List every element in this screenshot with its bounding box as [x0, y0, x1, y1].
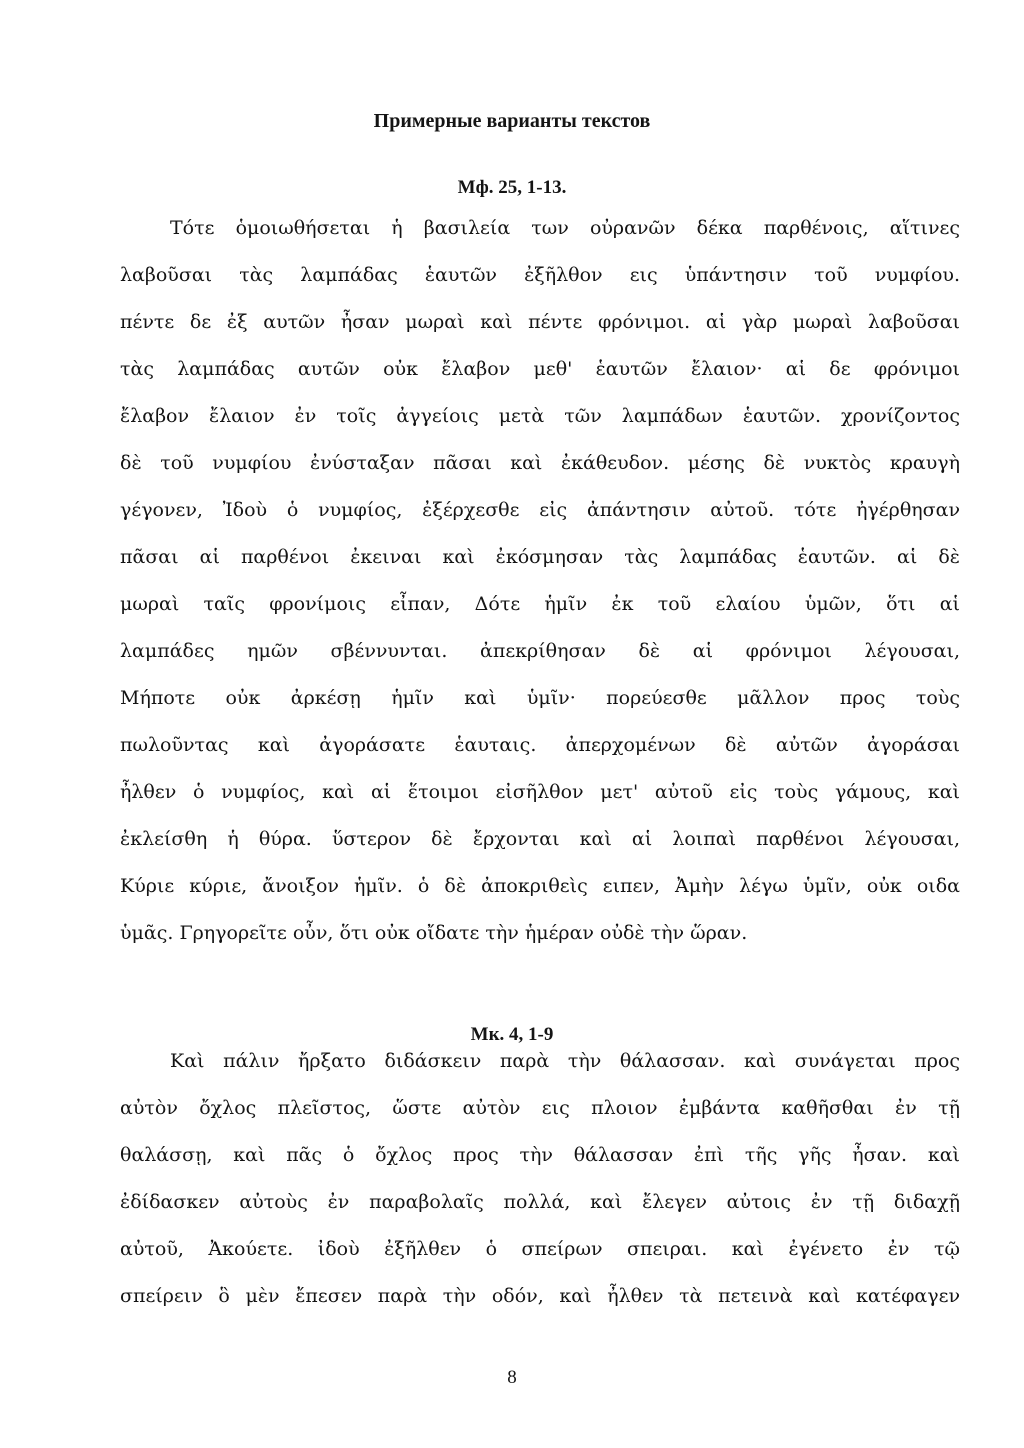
text-line: πέντε δε ἐξ αυτῶν ἦσαν μωραὶ καὶ πέντε φρόνιμοι. αἱ γὰρ μωραὶ λαβοῦσαι	[120, 311, 960, 333]
text-line: πωλοῦντας καὶ ἀγοράσατε ἑαυταις. ἀπερχομένων δὲ αὐτῶν ἀγοράσαι	[120, 734, 960, 756]
text-line: Μήποτε οὐκ ἀρκέσῃ ἡμῖν καὶ ὑμῖν· πορεύεσθε μᾶλλον προς τοὺς	[120, 687, 960, 709]
text-line: αὐτὸν ὄχλος πλεῖστος, ὥστε αὐτὸν εις πλοιον ἐμβάντα καθῆσθαι ἐν τῇ	[120, 1097, 960, 1119]
text-line: ἦλθεν ὁ νυμφίος, καὶ αἱ ἕτοιμοι εἰσῆλθον μετ' αὐτοῦ εἰς τοὺς γάμους, καὶ	[120, 781, 960, 803]
text-line: ὑμᾶς. Γρηγορεῖτε οὖν, ὅτι οὐκ οἴδατε τὴν ἡμέραν οὐδὲ τὴν ὥραν.	[120, 922, 748, 944]
page-number: 8	[507, 1367, 517, 1388]
text-line: δὲ τοῦ νυμφίου ἐνύσταξαν πᾶσαι καὶ ἐκάθευδον. μέσης δὲ νυκτὸς κραυγὴ	[120, 452, 960, 474]
passage-mark	[120, 1038, 960, 1320]
passage-matthew	[120, 205, 960, 957]
text-line: θαλάσσῃ, καὶ πᾶς ὁ ὄχλος προς τὴν θάλασσαν ἐπὶ τῆς γῆς ἦσαν. καὶ	[120, 1144, 960, 1166]
text-line: ἐκλείσθη ἡ θύρα. ὕστερον δὲ ἔρχονται καὶ αἱ λοιπαὶ παρθένοι λέγουσαι,	[120, 828, 960, 850]
text-line: ἔλαβον ἔλαιον ἐν τοῖς ἀγγείοις μετὰ τῶν λαμπάδων ἑαυτῶν. χρονίζοντος	[120, 405, 960, 427]
text-line: Κύριε κύριε, ἄνοιξον ἡμῖν. ὁ δὲ ἀποκριθεὶς ειπεν, Ἀμὴν λέγω ὑμῖν, οὐκ οιδα	[120, 875, 960, 897]
section-reference-mark: Мк. 4, 1-9	[470, 1024, 554, 1045]
text-line: πᾶσαι αἱ παρθένοι ἐκειναι καὶ ἐκόσμησαν τὰς λαμπάδας ἑαυτῶν. αἱ δὲ	[120, 546, 960, 568]
text-line: λαβοῦσαι τὰς λαμπάδας ἑαυτῶν ἐξῆλθον εις ὑπάντησιν τοῦ νυμφίου.	[120, 264, 960, 286]
text-line: ἐδίδασκεν αὐτοὺς ἐν παραβολαῖς πολλά, καὶ ἔλεγεν αὐτοις ἐν τῇ διδαχῇ	[120, 1191, 960, 1213]
page-title: Примерные варианты текстов	[373, 110, 651, 132]
text-line: λαμπάδες ημῶν σβέννυνται. ἀπεκρίθησαν δὲ αἱ φρόνιμοι λέγουσαι,	[120, 640, 960, 662]
text-line: αὐτοῦ, Ἀκούετε. ἰδοὺ ἐξῆλθεν ὁ σπείρων σπειραι. καὶ ἐγένετο ἐν τῷ	[120, 1238, 960, 1260]
text-line: γέγονεν, Ἰδοὺ ὁ νυμφίος, ἐξέρχεσθε εἰς ἀπάντησιν αὐτοῦ. τότε ἠγέρθησαν	[120, 499, 960, 521]
text-line: Καὶ πάλιν ἤρξατο διδάσκειν παρὰ τὴν θάλασσαν. καὶ συνάγεται προς	[170, 1050, 960, 1072]
text-line: τὰς λαμπάδας αυτῶν οὐκ ἔλαβον μεθ' ἑαυτῶν ἔλαιον· αἱ δε φρόνιμοι	[120, 358, 960, 380]
text-line: μωραὶ ταῖς φρονίμοις εἶπαν, Δότε ἡμῖν ἐκ τοῦ ελαίου ὑμῶν, ὅτι αἱ	[120, 593, 960, 615]
text-line: σπείρειν ὃ μὲν ἔπεσεν παρὰ τὴν οδόν, καὶ ἦλθεν τὰ πετεινὰ καὶ κατέφαγεν	[120, 1285, 960, 1307]
section-reference-matthew: Мф. 25, 1-13.	[457, 177, 567, 198]
text-line: Τότε ὁμοιωθήσεται ἡ βασιλεία των οὐρανῶν δέκα παρθένοις, αἵτινες	[170, 217, 960, 239]
